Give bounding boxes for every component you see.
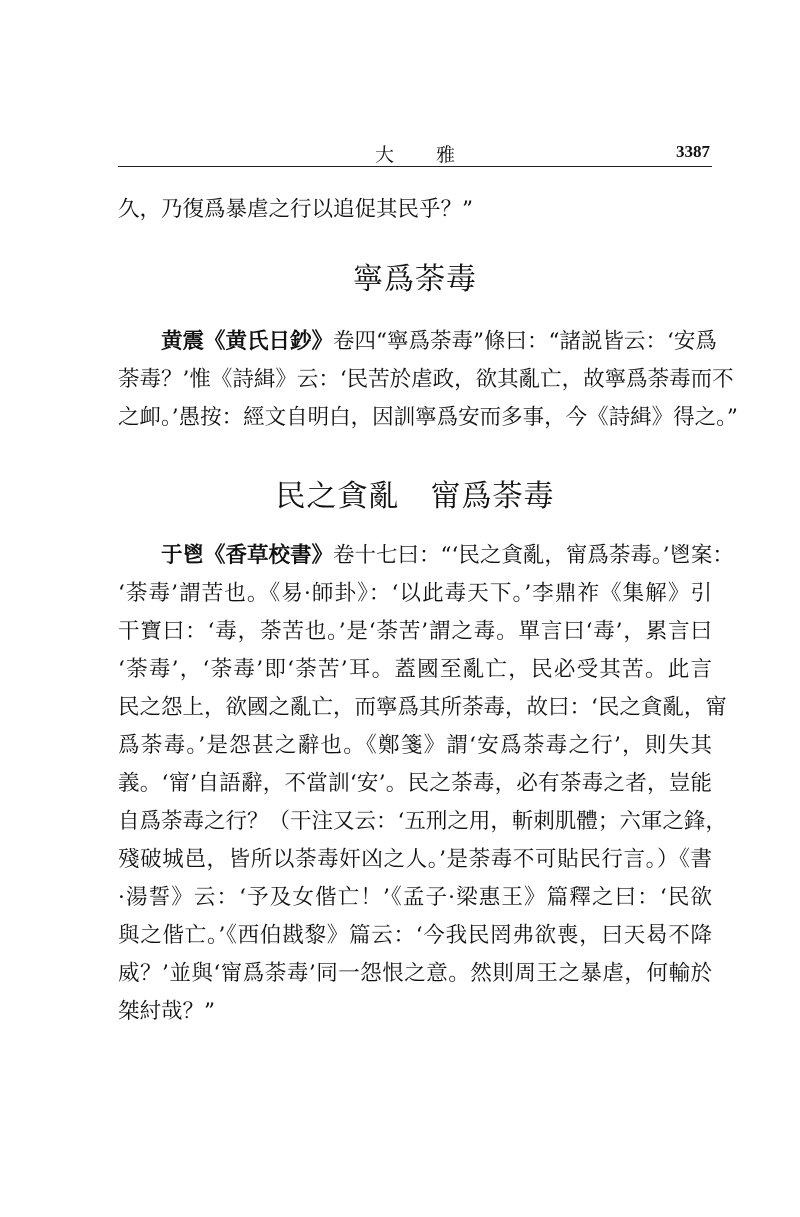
paragraph-line: 與之偕亡。’《西伯戡黎》篇云：‘今我民罔弗欲喪，曰天曷不降: [118, 923, 712, 948]
paragraph-line: 桀紂哉？”: [118, 999, 215, 1024]
paragraph-text: 卷十七曰：“‘民之貪亂，甯爲荼毒。’鬯案：: [333, 543, 734, 568]
section-title: 寧爲荼毒: [353, 262, 477, 297]
section-title: 民之貪亂 甯爲荼毒: [275, 479, 555, 514]
paragraph-line: [118, 327, 717, 357]
paragraph-line: 爲荼毒。’是怨甚之辭也。《鄭箋》謂‘安爲荼毒之行’，則失其: [118, 733, 712, 758]
paragraph-line: ‘荼毒’謂苦也。《易·師卦》：‘以此毒天下。’李鼎祚《集解》引: [118, 581, 712, 606]
paragraph-line: ·湯誓》云：‘予及女偕亡！’《孟子·梁惠王》篇釋之曰：‘民欲: [118, 885, 712, 910]
paragraph-line: 民之怨上，欲國之亂亡，而寧爲其所荼毒，故曰：‘民之貪亂，甯: [118, 695, 727, 720]
paragraph-line: [118, 541, 734, 571]
author-citation: 于鬯《香草校書》: [161, 543, 334, 568]
paragraph-line: 之卹。’愚按：經文自明白，因訓寧爲安而多事，今《詩緝》得之。”: [118, 405, 738, 430]
running-header: [118, 138, 712, 167]
page-number: 3387: [676, 142, 710, 161]
paragraph-line: ‘荼毒’，‘荼毒’即‘荼苦’耳。蓋國至亂亡，民必受其苦。此言: [118, 657, 712, 682]
continuation-line: 久，乃復爲暴虐之行以追促其民乎？”: [118, 197, 473, 222]
running-head-title: 大雅: [374, 144, 497, 166]
author-citation: 黄震《黄氏日鈔》: [161, 329, 334, 354]
paragraph-line: 荼毒？’惟《詩緝》云：‘民苦於虐政，欲其亂亡，故寧爲荼毒而不: [118, 367, 734, 392]
paragraph-line: 義。‘甯’自語辭，不當訓‘安’。民之荼毒，必有荼毒之者，豈能: [118, 771, 712, 796]
paragraph-line: 殘破城邑，皆所以荼毒奸凶之人。’是荼毒不可貼民行言。）《書: [118, 847, 712, 872]
paragraph-text: 卷四“寧爲荼毒”條曰：“諸説皆云：‘安爲: [333, 329, 717, 354]
paragraph-line: 自爲荼毒之行？（干注又云：‘五刑之用，斬刺肌體；六軍之鋒，: [118, 809, 727, 834]
paragraph-line: 干寶曰：‘毒，荼苦也。’是‘荼苦’謂之毒。單言曰‘毒’，累言曰: [118, 619, 712, 644]
paragraph-line: 威？’並與‘甯爲荼毒’同一怨恨之意。然則周王之暴虐，何輸於: [118, 961, 712, 986]
